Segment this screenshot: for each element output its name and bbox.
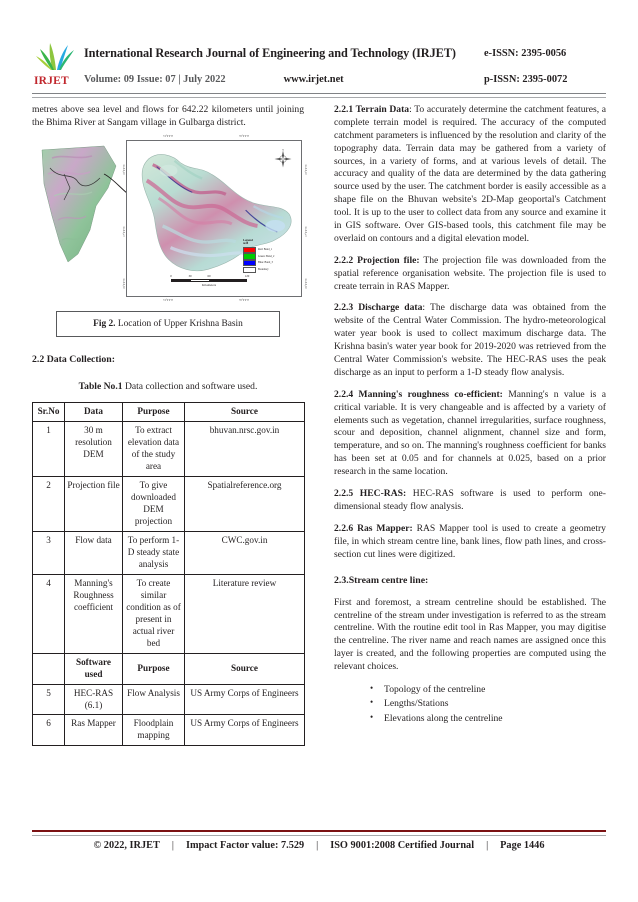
- cell-source: Spatialreference.org: [185, 477, 305, 532]
- table-row: [33, 532, 305, 575]
- section-2-2-4-text: Manning's n value is a critical variable. It is very changeable and is affected by a variety of elements such as vegetation, channel irregularities, surface roughness, scour and deposition, channel alignment, channel size and form, temperature, and so on. The manning's roughness coefficient for banks has been set at 0.05 and for channels at 0.025, based on a prior research in the same location.: [334, 388, 607, 478]
- grid-label-top-2: 76°0'0"E: [239, 134, 250, 138]
- scale-value: 0: [170, 274, 172, 279]
- cell-purpose: To extract elevation data of the study area: [123, 422, 185, 477]
- figure-caption: [56, 311, 280, 338]
- list-item: • Elevations along the centreline: [370, 712, 606, 726]
- section-2-2-1-label: 2.2.1 Terrain Data: [334, 104, 410, 115]
- grid-label-left-2: 17°0'0"N: [123, 226, 126, 237]
- cell-data: Flow data: [65, 532, 123, 575]
- table-title: [32, 381, 304, 394]
- table-row: [33, 715, 305, 746]
- column-header-srno: Sr.No: [33, 403, 65, 422]
- legend-item: [243, 253, 297, 259]
- grid-label-top-1: 74°0'0"E: [163, 134, 174, 138]
- cell-purpose: To give downloaded DEM projection: [123, 477, 185, 532]
- section-2-2-2-label: 2.2.2 Projection file:: [334, 254, 420, 266]
- cell-purpose: To create similar condition as of present in actual river bed: [123, 574, 185, 653]
- cell-srno: 4: [33, 574, 65, 653]
- legend-label: Green: Band_2: [258, 254, 275, 258]
- cell-purpose: Floodplain mapping: [123, 715, 185, 746]
- map-legend: [243, 238, 297, 274]
- figure-caption-label: Fig 2.: [93, 318, 116, 329]
- data-collection-table: [32, 402, 305, 746]
- legend-item: [243, 267, 297, 273]
- section-2-2-1: [334, 104, 606, 246]
- scale-value: 120: [244, 274, 250, 279]
- column-subheader-source: Source: [185, 653, 305, 684]
- footer-impact-factor: Impact Factor value: 7.529: [185, 840, 305, 851]
- scale-value: 30: [188, 274, 192, 279]
- legend-subtitle: m38: [243, 241, 249, 245]
- table-title-label: Table No.1: [78, 380, 123, 392]
- figure-2: [32, 134, 308, 338]
- legend-item: [243, 260, 297, 266]
- section-2-2-6-text: RAS Mapper tool is used to create a geometry file, in which stream centre line, bank lines, flow path lines, and cross-section cut lines were digitized.: [334, 522, 606, 560]
- column-subheader-purpose: Purpose: [123, 653, 185, 684]
- cell-data: Projection file: [65, 477, 123, 532]
- cell-srno: 2: [33, 477, 65, 532]
- e-issn: e-ISSN: 2395-0056: [484, 47, 567, 59]
- table-title-text: Data collection and software used.: [124, 380, 258, 392]
- section-2-2-6-label: 2.2.6 Ras Mapper:: [334, 522, 413, 534]
- legend-label: Boundary: [258, 268, 269, 272]
- header-divider: [32, 93, 606, 98]
- cell-data: Manning's Roughness coefficient: [65, 574, 123, 653]
- cell-source: Literature review: [185, 574, 305, 653]
- legend-item: [243, 247, 297, 253]
- section-2-2-2-text: The projection file was downloaded from the spatial reference organisation website. The projection file is used to create terrain in RAS Mapper.: [334, 254, 606, 292]
- cell-software: HEC-RAS (6.1): [65, 684, 123, 715]
- grid-label-right-2: 17°0'0"N: [305, 226, 308, 237]
- cell-srno: 3: [33, 532, 65, 575]
- cell-source: US Army Corps of Engineers: [185, 684, 305, 715]
- section-2-2-3-label: 2.2.3 Discharge data: [334, 302, 423, 314]
- legend-swatch-green: [243, 253, 256, 259]
- table-row: [33, 574, 305, 653]
- scale-units: Kilometers: [201, 283, 217, 288]
- legend-swatch-boundary: [243, 267, 256, 273]
- cell-source: bhuvan.nrsc.gov.in: [185, 422, 305, 477]
- grid-label-right-3: 16°0'0"N: [305, 278, 308, 289]
- legend-title: Legend: [243, 237, 253, 242]
- grid-label-bottom-1: 74°0'0"E: [163, 298, 174, 302]
- cell-srno: 5: [33, 684, 65, 715]
- map-graphic: [32, 134, 308, 305]
- cell-source: CWC.gov.in: [185, 532, 305, 575]
- cell-srno: 1: [33, 422, 65, 477]
- section-2-2-3: [334, 302, 606, 379]
- table-row: [33, 422, 305, 477]
- section-2-2-3-text: : The discharge data was obtained from the website of the Central Water Commission. The hydro-meteorological water year book is used to collect maximum discharge data. The Krishna basin's water year book for 2019-2020 was retrieved from the Central Water Commission's website. The HEC-RAS uses the peak discharge as an input to perform a 1-D steady flow analysis.: [334, 302, 606, 378]
- svg-text:IRJET: IRJET: [34, 75, 69, 87]
- cell-software: Ras Mapper: [65, 715, 123, 746]
- page-footer: [32, 840, 606, 851]
- section-2-2-2: [334, 255, 606, 294]
- p-issn: p-ISSN: 2395-0072: [484, 73, 568, 85]
- cell-srno: 6: [33, 715, 65, 746]
- volume-issue-line: Volume: 09 Issue: 07 | July 2022: [84, 73, 226, 85]
- scale-value: 60: [207, 274, 211, 279]
- cell-data: 30 m resolution DEM: [65, 422, 123, 477]
- legend-label: Red: Band_1: [258, 247, 273, 251]
- table-row: [33, 477, 305, 532]
- figure-caption-text: Location of Upper Krishna Basin: [117, 318, 243, 329]
- footer-divider: [32, 830, 606, 836]
- grid-label-left-3: 16°0'0"N: [123, 278, 126, 289]
- journal-website-link[interactable]: www.irjet.net: [283, 73, 344, 85]
- footer-copyright: © 2022, IRJET: [93, 840, 160, 851]
- table-header-row: [33, 403, 305, 422]
- footer-separator: |: [171, 840, 174, 851]
- main-map-frame: [123, 134, 308, 302]
- footer-page-number: Page 1446: [500, 840, 545, 851]
- cell-purpose: Flow Analysis: [123, 684, 185, 715]
- table-row: [33, 684, 305, 715]
- column-header-data: Data: [65, 403, 123, 422]
- scale-bar-graphic: [171, 279, 247, 282]
- table-subheader-row: [33, 653, 305, 684]
- centreline-properties-list: [334, 683, 606, 726]
- grid-label-right-1: 18°0'0"N: [305, 164, 308, 175]
- list-item: • Lengths/Stations: [370, 697, 606, 711]
- page-header: [32, 40, 606, 92]
- scale-numbers: [170, 274, 250, 279]
- legend-label: Blue: Band_3: [258, 261, 273, 265]
- journal-title: International Research Journal of Engineering and Technology (IRJET): [84, 45, 456, 60]
- column-subheader-software: Software used: [65, 653, 123, 684]
- column-subheader-blank: [33, 653, 65, 684]
- section-2-2-6: [334, 523, 606, 562]
- footer-separator: |: [486, 840, 489, 851]
- irjet-logo-icon: [32, 40, 82, 90]
- cell-source: US Army Corps of Engineers: [185, 715, 305, 746]
- section-heading-2-2: 2.2 Data Collection:: [32, 354, 115, 366]
- footer-certification: ISO 9001:2008 Certified Journal: [330, 840, 475, 851]
- grid-label-left-1: 18°0'0"N: [123, 164, 126, 175]
- column-header-purpose: Purpose: [123, 403, 185, 422]
- grid-label-bottom-2: 76°0'0"E: [239, 298, 250, 302]
- irjet-logo: [32, 40, 84, 90]
- svg-text:N: N: [282, 148, 284, 152]
- compass-rose-icon: [273, 149, 293, 169]
- intro-paragraph: metres above sea level and flows for 642.22 kilometers until joining the Bhima River at Sangam village in Gulbarga district.: [32, 104, 304, 128]
- cell-purpose: To perform 1-D steady state analysis: [123, 532, 185, 575]
- left-column: [32, 104, 308, 746]
- section-2-2-5-label: 2.2.5 HEC-RAS:: [334, 488, 407, 500]
- section-2-2-4-label: 2.2.4 Manning's roughness co-efficient:: [334, 388, 503, 400]
- section-2-3-text: First and foremost, a stream centreline should be established. The centreline of the stream under investigation is referred to as the stream centreline. With the routine edit tool in Ras Mapper, you may digitise the centreline. The river name and reach names are assigned once this layer is created, and the following properties are computed using the relevant choices.: [334, 596, 606, 673]
- section-2-2-1-text: : To accurately determine the catchment features, a complete terrain model is required. The accuracy of the computed catchment parameters is influenced by the resolution and clarity of the topography data. Terrain data may be gathered from a variety of sources, in a variety of forms, and at various levels of detail. The accuracy and quality of the data are determined by the data gathering source used by the user. The catchment border is easily accessible as a shape file on the Bhuvan website's 2D-Map geoportal's Catchment tool. It is up to the user to collect data from any source and examine it in GIS software. Over GIS-based tools, this catchment file may be overlaid on contours and a digital elevation model.: [334, 104, 606, 244]
- section-2-2-5-text: HEC-RAS software is used to perform one-dimensional steady flow analysis.: [334, 488, 606, 512]
- section-2-2-5: [334, 488, 606, 514]
- section-heading-2-3: 2.3.Stream centre line:: [334, 574, 429, 586]
- map-scale-bar: [170, 274, 250, 288]
- section-2-2-4: [334, 389, 606, 479]
- list-item: • Topology of the centreline: [370, 683, 606, 697]
- footer-separator: |: [316, 840, 319, 851]
- right-column: [334, 104, 606, 726]
- column-header-source: Source: [185, 403, 305, 422]
- legend-swatch-blue: [243, 260, 256, 266]
- legend-swatch-red: [243, 247, 256, 253]
